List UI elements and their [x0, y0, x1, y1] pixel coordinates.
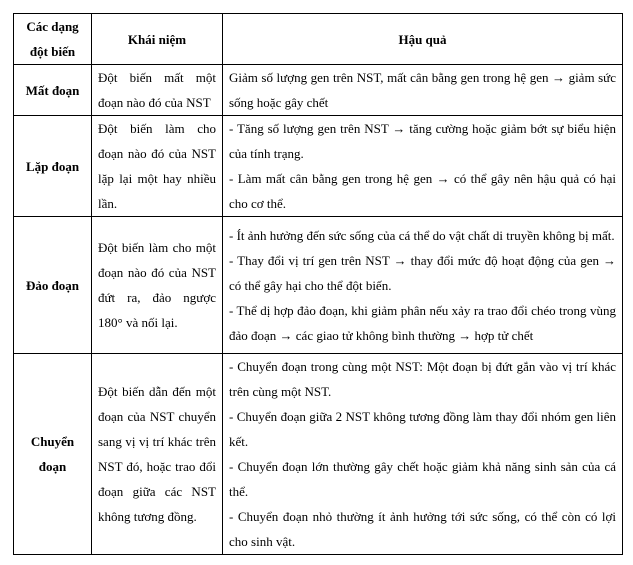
concept-cell: Đột biến làm cho đoạn nào đó của NST lặp lại một hay nhiều lần.	[92, 116, 223, 217]
mutation-type-cell: Đảo đoạn	[14, 217, 92, 354]
header-consequence: Hậu quả	[223, 14, 623, 65]
table-row-duplication	[14, 116, 623, 217]
consequence-item: - Chuyển đoạn nhỏ thường ít ảnh hưởng tới sức sống, có thể còn có lợi cho sinh vật.	[229, 509, 616, 549]
mutation-type-cell: Mất đoạn	[14, 65, 92, 116]
consequence-item: - Làm mất cân bằng gen trong hệ gen → có thể gây nên hậu quả có hại cho cơ thể.	[229, 171, 616, 211]
header-mutation-type: Các dạng đột biến	[14, 14, 92, 65]
consequence-cell	[223, 354, 623, 555]
header-row	[14, 14, 623, 65]
consequence-item: - Chuyển đoạn trong cùng một NST: Một đoạn bị đứt gắn vào vị trí khác trên cùng một NST.	[229, 359, 616, 399]
consequence-cell	[223, 116, 623, 217]
concept-cell: Đột biến mất một đoạn nào đó của NST	[92, 65, 223, 116]
consequence-item: Giảm số lượng gen trên NST, mất cân bằng gen trong hệ gen → giảm sức sống hoặc gây chết	[229, 70, 616, 110]
mutation-types-table	[13, 13, 623, 555]
concept-cell: Đột biến làm cho một đoạn nào đó của NST đứt ra, đảo ngược 180° và nối lại.	[92, 217, 223, 354]
consequence-item: - Chuyển đoạn giữa 2 NST không tương đồng làm thay đổi nhóm gen liên kết.	[229, 409, 616, 449]
consequence-item: - Tăng số lượng gen trên NST → tăng cường hoặc giảm bớt sự biểu hiện của tính trạng.	[229, 121, 616, 161]
header-concept: Khái niệm	[92, 14, 223, 65]
table-row-deletion	[14, 65, 623, 116]
consequence-item: - Thể dị hợp đảo đoạn, khi giảm phân nếu xảy ra trao đổi chéo trong vùng đảo đoạn → các giao tử không bình thường → hợp tử chết	[229, 302, 616, 343]
consequence-cell	[223, 217, 623, 354]
table-row-inversion	[14, 217, 623, 354]
consequence-item: - Thay đổi vị trí gen trên NST → thay đổi mức độ hoạt động của gen → có thể gây hại cho thể đột biến.	[229, 252, 616, 293]
consequence-cell	[223, 65, 623, 116]
mutation-type-cell: Lặp đoạn	[14, 116, 92, 217]
consequence-item: - Chuyển đoạn lớn thường gây chết hoặc giảm khả năng sinh sản của cá thể.	[229, 459, 616, 499]
table-row-translocation	[14, 354, 623, 555]
mutation-type-cell: Chuyển đoạn	[14, 354, 92, 555]
consequence-item: - Ít ảnh hưởng đến sức sống của cá thể do vật chất di truyền không bị mất.	[229, 227, 615, 243]
concept-cell: Đột biến dẫn đến một đoạn của NST chuyển sang vị vị trí khác trên NST đó, hoặc trao đổi đoạn giữa các NST không tương đồng.	[92, 354, 223, 555]
